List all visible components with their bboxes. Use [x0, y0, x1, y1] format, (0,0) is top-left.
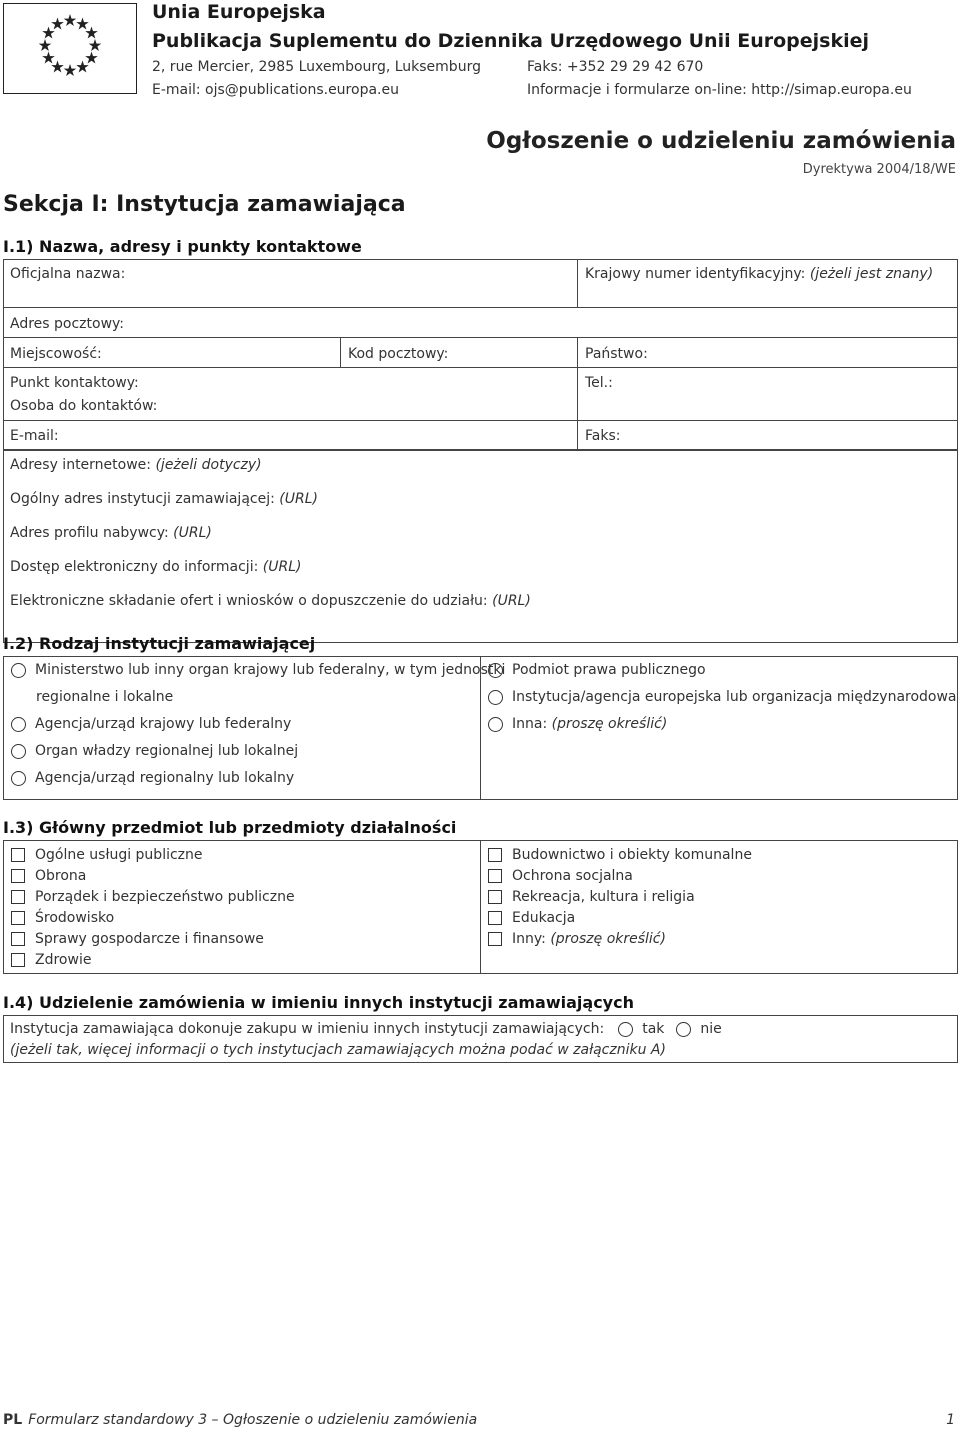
checkbox-square[interactable] [488, 890, 502, 904]
postal-address-label: Adres pocztowy: [10, 316, 125, 332]
checkbox-recreation[interactable] [488, 889, 695, 905]
buyer-profile-label: Adres profilu nabywcy: (URL) [10, 525, 212, 541]
general-address-label: Ogólny adres instytucji zamawiającej: (URL) [10, 491, 318, 507]
internet-label: Adresy internetowe: (jeżeli dotyczy) [10, 457, 262, 473]
radio-regional-agency[interactable] [11, 770, 294, 786]
divider [3, 420, 958, 421]
option-label: Rekreacja, kultura i religia [512, 889, 695, 905]
checkbox-education[interactable] [488, 910, 575, 926]
option-note: (proszę określić) [551, 716, 668, 732]
divider [480, 840, 481, 974]
checkbox-square[interactable] [488, 932, 502, 946]
checkbox-public-order[interactable] [11, 889, 295, 905]
divider [577, 259, 578, 307]
checkbox-health[interactable] [11, 952, 91, 968]
no-label: nie [700, 1021, 722, 1037]
checkbox-general-services[interactable] [11, 847, 203, 863]
radio-circle[interactable] [11, 744, 26, 759]
radio-circle[interactable] [488, 690, 503, 705]
radio-other[interactable] [488, 716, 667, 732]
radio-ministry[interactable] [11, 662, 505, 678]
option-label: Agencja/urząd regionalny lub lokalny [35, 770, 295, 786]
option-label: Ministerstwo lub inny organ krajowy lub federalny, w tym jednostki [35, 662, 506, 678]
checkbox-square[interactable] [11, 890, 25, 904]
contact-point-label: Punkt kontaktowy: [10, 375, 139, 391]
radio-circle[interactable] [488, 717, 503, 732]
checkbox-square[interactable] [488, 848, 502, 862]
radio-public-law-body[interactable] [488, 662, 706, 678]
footer-lang: PL [3, 1412, 23, 1428]
eu-flag-logo [3, 3, 137, 94]
option-label-cont: regionalne i lokalne [36, 689, 174, 705]
national-id-label: Krajowy numer identyfikacyjny: (jeżeli jest znany) [585, 266, 934, 282]
header-fax: Faks: +352 29 29 42 670 [527, 59, 704, 75]
attention-label: Osoba do kontaktów: [10, 398, 158, 414]
divider [340, 337, 341, 367]
divider [3, 307, 958, 308]
country-label: Państwo: [585, 346, 648, 362]
option-label: Inna: [512, 716, 548, 732]
checkbox-defence[interactable] [11, 868, 86, 884]
option-label: Ogólne usługi publiczne [35, 847, 203, 863]
option-note: (proszę określić) [550, 931, 666, 947]
option-label: Instytucja/agencja europejska lub organizacja międzynarodowa [512, 689, 957, 705]
header-info: Informacje i formularze on-line: http://simap.europa.eu [527, 82, 912, 98]
divider [577, 337, 578, 450]
fax-label: Faks: [585, 428, 621, 444]
form-directive: Dyrektywa 2004/18/WE [802, 162, 956, 177]
radio-yes[interactable] [618, 1022, 633, 1037]
subsection-title-1-3: I.3) Główny przedmiot lub przedmioty działalności [3, 818, 457, 837]
header-org: Unia Europejska [152, 1, 326, 23]
option-label: Ochrona socjalna [512, 868, 633, 884]
checkbox-square[interactable] [11, 848, 25, 862]
electronic-access-label: Dostęp elektroniczny do informacji: (URL) [10, 559, 302, 575]
electronic-submission-label: Elektroniczne składanie ofert i wniosków o dopuszczenie do udziału: (URL) [10, 593, 531, 609]
option-label: Edukacja [512, 910, 576, 926]
town-label: Miejscowość: [10, 346, 102, 362]
form-title: Ogłoszenie o udzieleniu zamówienia [486, 128, 956, 154]
email-label: E-mail: [10, 428, 59, 444]
header-address: 2, rue Mercier, 2985 Luxembourg, Luksemburg [152, 59, 481, 75]
question-label: Instytucja zamawiająca dokonuje zakupu w imieniu innych instytucji zamawiających: [10, 1021, 605, 1037]
on-behalf-question [10, 1021, 722, 1037]
checkbox-square[interactable] [11, 911, 25, 925]
radio-circle[interactable] [11, 663, 26, 678]
radio-national-agency[interactable] [11, 716, 291, 732]
option-label: Sprawy gospodarcze i finansowe [35, 931, 264, 947]
checkbox-economic-affairs[interactable] [11, 931, 264, 947]
divider [3, 337, 958, 338]
option-label: Inny: [512, 931, 546, 947]
radio-circle[interactable] [488, 663, 503, 678]
header-email: E-mail: ojs@publications.europa.eu [152, 82, 399, 98]
checkbox-square[interactable] [11, 932, 25, 946]
option-label: Obrona [35, 868, 87, 884]
option-label: Zdrowie [35, 952, 92, 968]
radio-european-institution[interactable] [488, 689, 957, 705]
on-behalf-note: (jeżeli tak, więcej informacji o tych instytucjach zamawiających można podać w załączniku A) [10, 1042, 666, 1058]
divider [3, 367, 958, 368]
option-label: Organ władzy regionalnej lub lokalnej [35, 743, 299, 759]
checkbox-square[interactable] [488, 869, 502, 883]
footer-form-name: Formularz standardowy 3 – Ogłoszenie o udzieleniu zamówienia [28, 1412, 478, 1428]
tel-label: Tel.: [585, 375, 613, 391]
subsection-title-1-1: I.1) Nazwa, adresy i punkty kontaktowe [3, 237, 362, 256]
subsection-title-1-2: I.2) Rodzaj instytucji zamawiającej [3, 634, 316, 653]
subsection-title-1-4: I.4) Udzielenie zamówienia w imieniu innych instytucji zamawiających [3, 993, 634, 1012]
page-number: 1 [946, 1412, 955, 1428]
option-label: Podmiot prawa publicznego [512, 662, 706, 678]
option-label: Budownictwo i obiekty komunalne [512, 847, 752, 863]
checkbox-square[interactable] [488, 911, 502, 925]
yes-label: tak [642, 1021, 665, 1037]
internet-box [3, 450, 958, 643]
footer [3, 1412, 477, 1428]
radio-circle[interactable] [11, 771, 26, 786]
option-label: Agencja/urząd krajowy lub federalny [35, 716, 292, 732]
radio-regional-authority[interactable] [11, 743, 298, 759]
checkbox-housing[interactable] [488, 847, 752, 863]
option-label: Porządek i bezpieczeństwo publiczne [35, 889, 295, 905]
radio-no[interactable] [676, 1022, 691, 1037]
official-name-label: Oficjalna nazwa: [10, 266, 126, 282]
checkbox-other[interactable] [488, 931, 666, 947]
contact-box [3, 259, 958, 450]
checkbox-square[interactable] [11, 869, 25, 883]
radio-circle[interactable] [11, 717, 26, 732]
postal-code-label: Kod pocztowy: [348, 346, 449, 362]
checkbox-environment[interactable] [11, 910, 114, 926]
section-title: Sekcja I: Instytucja zamawiająca [3, 192, 406, 217]
checkbox-square[interactable] [11, 953, 25, 967]
header-publication: Publikacja Suplementu do Dziennika Urzędowego Unii Europejskiej [152, 30, 870, 52]
checkbox-social-protection[interactable] [488, 868, 633, 884]
option-label: Środowisko [35, 910, 115, 926]
